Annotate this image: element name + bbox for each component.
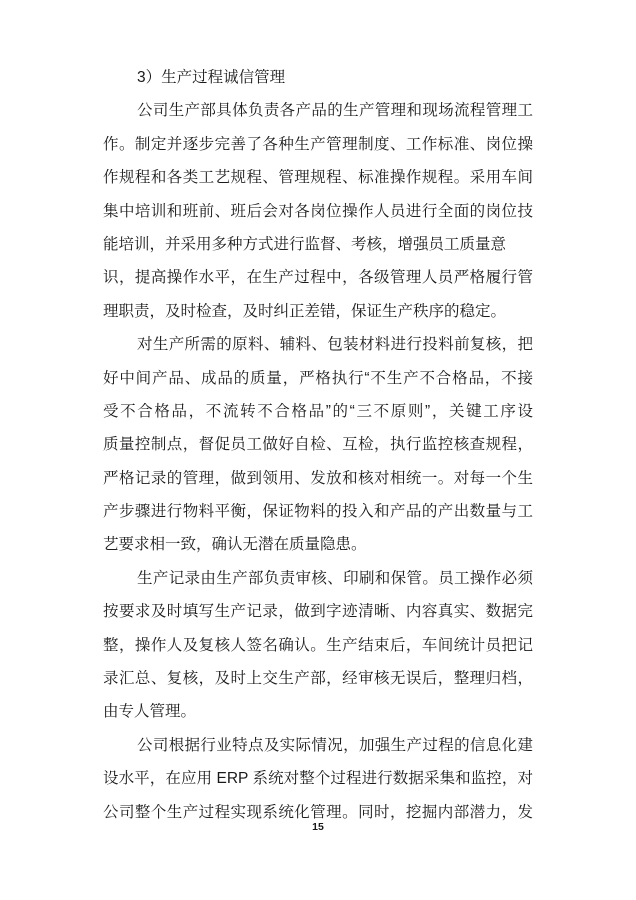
text-line: 整，操作人及复核人签名确认。生产结束后，车间统计员把记 (103, 636, 533, 654)
text-line: 由专人管理。 (103, 703, 197, 721)
text-line: 作规程和各类工艺规程、管理规程、标准操作规程。采用车间 (103, 169, 533, 187)
text-line: 作。制定并逐步完善了各种生产管理制度、工作标准、岗位操 (103, 135, 533, 153)
text-line: 艺要求相一致，确认无潜在质量隐患。 (103, 536, 367, 554)
text-line: 对生产所需的原料、辅料、包装材料进行投料前复核，把 (137, 336, 533, 354)
text-line: 产步骤进行物料平衡，保证物料的投入和产品的产出数量与工 (103, 503, 533, 521)
text-line: 按要求及时填写生产记录，做到字迹清晰、内容真实、数据完 (103, 603, 533, 621)
text-line: 能培训，并采用多种方式进行监督、考核，增强员工质量意 (103, 235, 507, 253)
text-line: 好中间产品、成品的质量，严格执行“不生产不合格品，不接 (103, 369, 533, 387)
text-line: 集中培训和班前、班后会对各岗位操作人员进行全面的岗位技 (103, 202, 533, 220)
text-line: 公司整个生产过程实现系统化管理。同时，挖掘内部潜力，发 (103, 803, 533, 821)
text-line: 录汇总、复核，及时上交生产部，经审核无误后，整理归档， (103, 670, 533, 688)
text-line: 识，提高操作水平，在生产过程中，各级管理人员严格履行管 (103, 269, 533, 287)
page-number: 15 (312, 821, 324, 833)
text-line: 理职责，及时检查，及时纠正差错，保证生产秩序的稳定。 (103, 302, 507, 320)
paragraphs (103, 94, 533, 829)
section-heading: 3）生产过程诚信管理 (137, 69, 286, 86)
text-line: 公司生产部具体负责各产品的生产管理和现场流程管理工 (137, 102, 533, 120)
text-line: 受不合格品，不流转不合格品”的“三不原则”，关键工序设 (103, 402, 533, 420)
document-body (103, 61, 533, 829)
text-line: 生产记录由生产部负责审核、印刷和保管。员工操作必须 (137, 569, 533, 587)
text-line: 质量控制点，督促员工做好自检、互检，执行监控核查规程， (103, 436, 533, 454)
text-line: 严格记录的管理，做到领用、发放和核对相统一。对每一个生 (103, 469, 533, 487)
text-line: 设水平，在应用 ERP 系统对整个过程进行数据采集和监控，对 (103, 770, 533, 788)
text-line: 公司根据行业特点及实际情况，加强生产过程的信息化建 (137, 736, 533, 754)
